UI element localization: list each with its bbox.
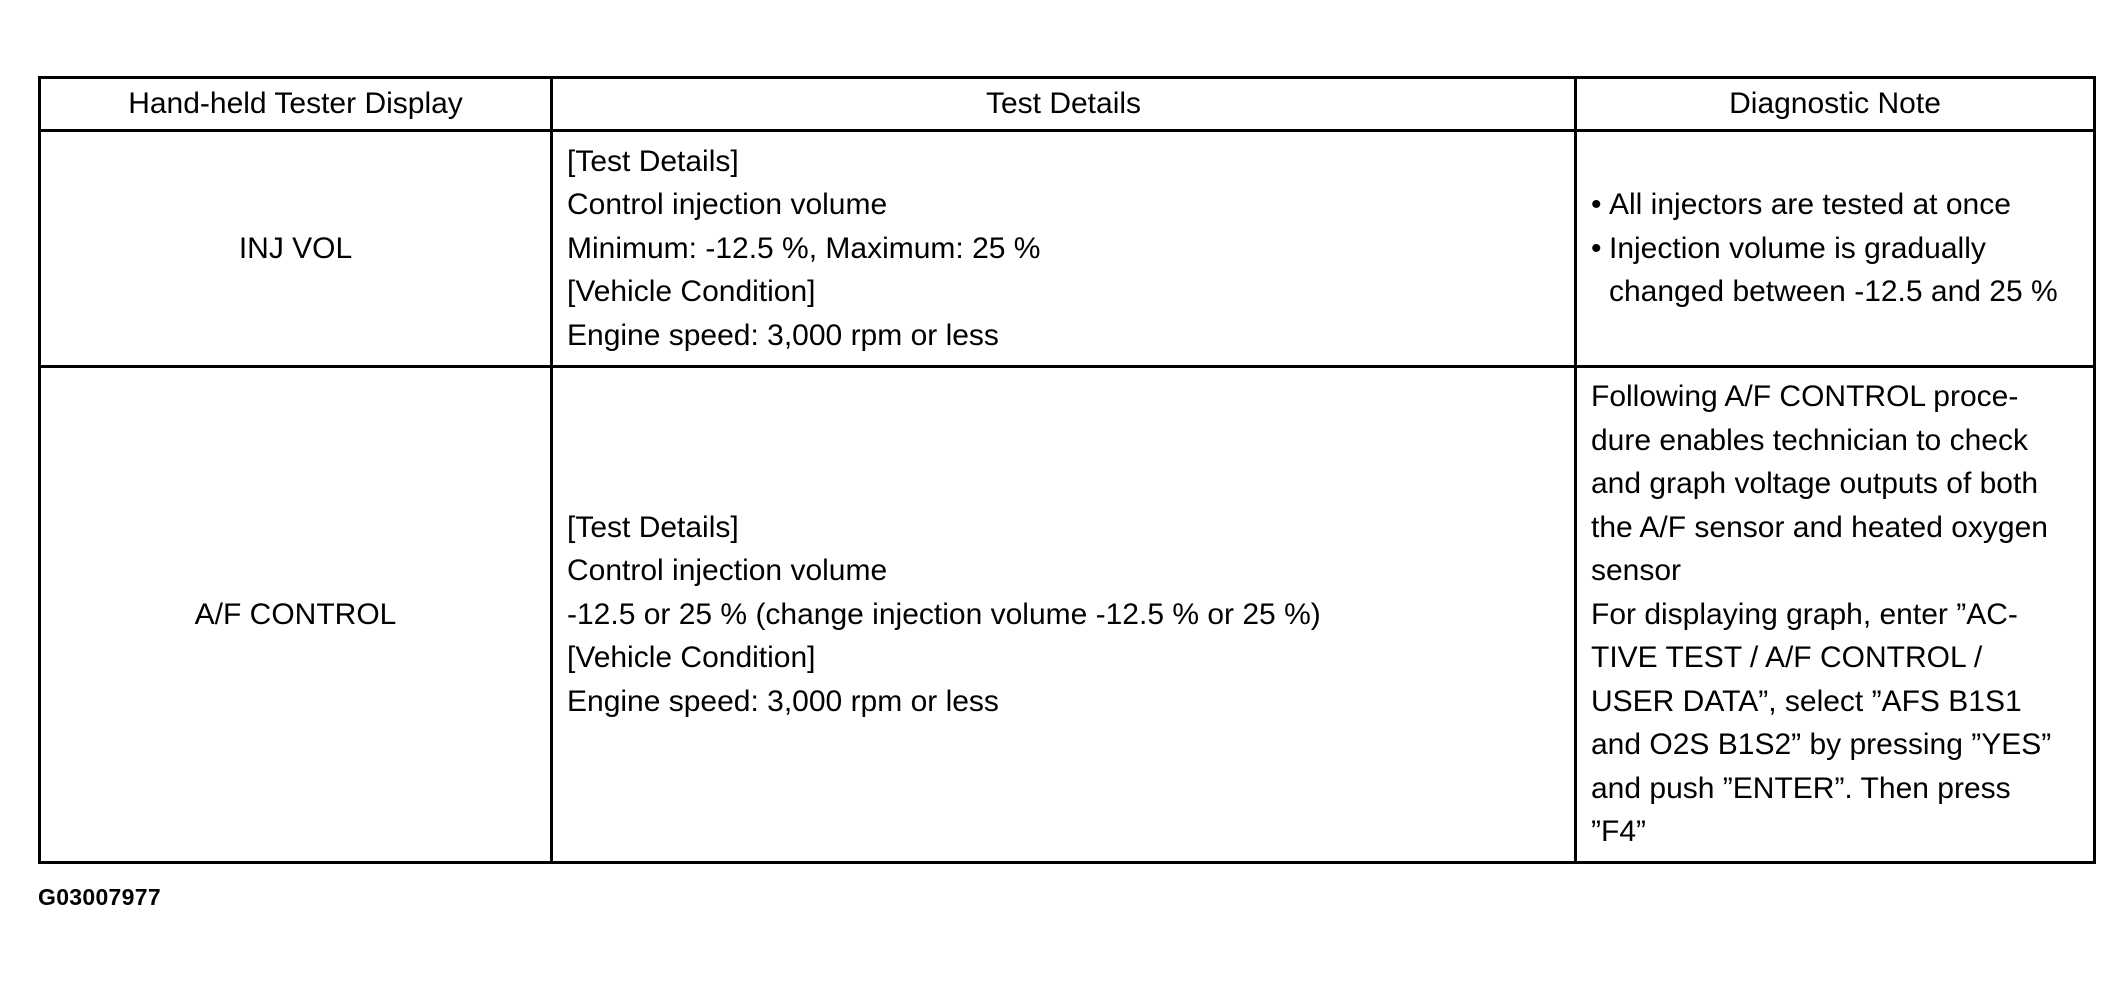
- tester-display-cell: A/F CONTROL: [40, 367, 552, 863]
- note-bullet-item: [1591, 183, 2079, 227]
- details-line: [Vehicle Condition]: [567, 641, 816, 675]
- bullet-icon: •: [1591, 188, 1602, 222]
- note-line: dure enables technician to check: [1591, 423, 2028, 457]
- note-line: and O2S B1S2” by pressing ”YES”: [1591, 728, 2052, 762]
- test-details-cell: [552, 367, 1576, 863]
- note-text: All injectors are tested at once: [1609, 188, 2011, 222]
- note-line: sensor: [1591, 554, 1682, 588]
- note-line: For displaying graph, enter ”AC-: [1591, 597, 2018, 631]
- diagnostic-note-cell: [1576, 367, 2095, 863]
- note-line: TIVE TEST / A/F CONTROL /: [1591, 641, 1983, 675]
- note-text: Injection volume is gradually changed between -12.5 and 25 %: [1609, 231, 2058, 309]
- test-details-cell: [552, 131, 1576, 367]
- details-line: Engine speed: 3,000 rpm or less: [567, 684, 999, 718]
- header-test-details: Test Details: [552, 78, 1576, 131]
- note-bullet-list: [1591, 183, 2079, 314]
- diagnostic-note-cell: [1576, 131, 2095, 367]
- table-row: [40, 367, 2095, 863]
- note-line: and graph voltage outputs of both: [1591, 467, 2039, 501]
- details-line: -12.5 or 25 % (change injection volume -12.5 % or 25 %): [567, 597, 1321, 631]
- diagnostic-table: [38, 76, 2096, 864]
- note-line: Following A/F CONTROL proce-: [1591, 380, 2019, 414]
- header-diagnostic-note: Diagnostic Note: [1576, 78, 2095, 131]
- note-line: and push ”ENTER”. Then press: [1591, 771, 2011, 805]
- note-line: the A/F sensor and heated oxygen: [1591, 510, 2048, 544]
- details-line: Control injection volume: [567, 554, 888, 588]
- figure-id: G03007977: [38, 884, 161, 910]
- header-tester-display: Hand-held Tester Display: [40, 78, 552, 131]
- details-line: [Test Details]: [567, 510, 739, 544]
- details-line: Minimum: -12.5 %, Maximum: 25 %: [567, 231, 1041, 265]
- details-line: [Vehicle Condition]: [567, 275, 816, 309]
- note-bullet-item: [1591, 227, 2079, 314]
- table-header-row: [40, 78, 2095, 131]
- details-line: [Test Details]: [567, 144, 739, 178]
- table-row: [40, 131, 2095, 367]
- note-line: ”F4”: [1591, 815, 1646, 849]
- details-line: Engine speed: 3,000 rpm or less: [567, 318, 999, 352]
- bullet-icon: •: [1591, 231, 1602, 265]
- tester-display-cell: INJ VOL: [40, 131, 552, 367]
- details-line: Control injection volume: [567, 188, 888, 222]
- note-line: USER DATA”, select ”AFS B1S1: [1591, 684, 2022, 718]
